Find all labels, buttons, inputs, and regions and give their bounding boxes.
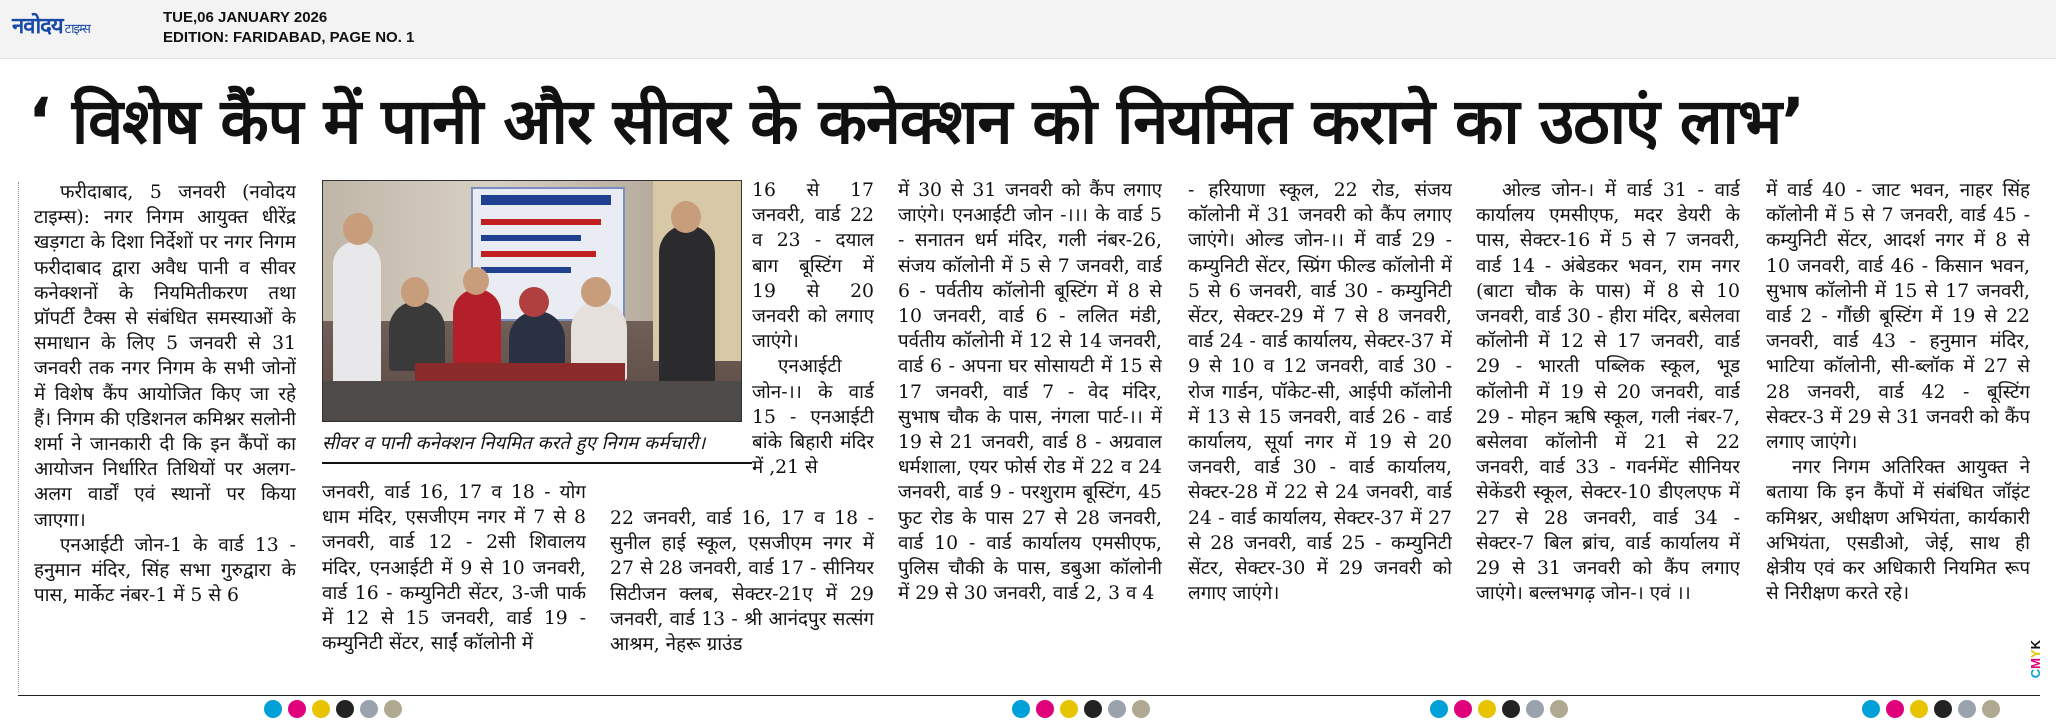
registration-dot — [1430, 700, 1448, 718]
registration-dot — [1958, 700, 1976, 718]
column-4 — [898, 178, 1162, 682]
registration-dot — [264, 700, 282, 718]
column-5 — [1188, 178, 1452, 682]
registration-dot — [1934, 700, 1952, 718]
registration-dot — [1060, 700, 1078, 718]
registration-marks — [264, 700, 408, 710]
newspaper-logo[interactable] — [12, 10, 90, 40]
registration-dot — [1982, 700, 2000, 718]
column-7 — [1766, 178, 2030, 682]
logo-subtext: टाइम्स — [64, 22, 90, 37]
registration-dot — [1084, 700, 1102, 718]
registration-dot — [384, 700, 402, 718]
column-3-bottom — [610, 506, 874, 682]
column-2-bottom — [322, 480, 586, 680]
issue-date: TUE,06 JANUARY 2026 — [163, 9, 328, 26]
photo-bench — [415, 363, 625, 381]
registration-dot — [288, 700, 306, 718]
paragraph: में वार्ड 40 - जाट भवन, नाहर सिंह कॉलोनी में 5 से 7 जनवरी, वार्ड 45 - कम्युनिटी सेंटर, आदर्श नगर में 8 से 10 जनवरी, वार्ड 46 - किसान भवन, सुभाष कॉलोनी में 15 से 17 जनवरी, वार्ड 2 - गौंछी बूस्टिंग में 19 से 22 जनवरी, वार्ड 43 - हनुमान मंदिर, भाटिया कॉलोनी, सी-ब्लॉक में 27 से 28 जनवरी, वार्ड 42 - बूस्टिंग सेक्टर-3 में 29 से 31 जनवरी को कैंप लगाए जाएंगे। — [1766, 180, 2030, 454]
registration-dot — [1012, 700, 1030, 718]
registration-dot — [1132, 700, 1150, 718]
registration-dot — [1502, 700, 1520, 718]
registration-dot — [1910, 700, 1928, 718]
registration-dot — [1526, 700, 1544, 718]
registration-dot — [336, 700, 354, 718]
paragraph: में 30 से 31 जनवरी को कैंप लगाए जाएंगे। एनआईटी जोन -।।। के वार्ड 5 - सनातन धर्म मंदिर, गली नंबर-26, संजय कॉलोनी में 5 से 7 जनवरी, वार्ड 6 - पर्वतीय कॉलोनी बूस्टिंग में 8 से 10 जनवरी, वार्ड 6 - ललित मंडी, पर्वतीय कॉलोनी में 12 से 14 जनवरी, वार्ड 6 - अपना घर सोसायटी में 15 से 17 जनवरी, वार्ड 7 - वेद मंदिर, सुभाष चौक के पास, नंगला पार्ट-।। में 19 से 21 जनवरी, वार्ड 8 - अग्रवाल धर्मशाला, एयर फोर्स रोड में 22 व 24 जनवरी, वार्ड 9 - परशुराम बूस्टिंग, 45 फुट रोड के पास 27 से 28 जनवरी, वार्ड 10 - वार्ड कार्यालय एमसीएफ, पुलिस चौकी के पास, डबुआ कॉलोनी में 29 से 30 जनवरी, वार्ड 2, 3 व 4 — [898, 180, 1162, 605]
registration-dot — [1108, 700, 1126, 718]
registration-marks — [1862, 700, 2006, 710]
photo-caption: सीवर व पानी कनेक्शन नियमित करते हुए निगम कर्मचारी। — [322, 426, 752, 464]
paragraph: जनवरी, वार्ड 16, 17 व 18 - योग धाम मंदिर, एसजीएम नगर में 7 से 8 जनवरी, वार्ड 12 - 2सी शिवालय मंदिर, एनआईटी में 9 से 10 जनवरी, वार्ड 16 - कम्युनिटी सेंटर, 3-जी पार्क में 12 से 15 जनवरी, वार्ड 19 - कम्युनिटी सेंटर, साईं कॉलोनी में — [322, 482, 586, 655]
registration-marks — [1012, 700, 1156, 710]
column-6 — [1476, 178, 1740, 682]
paragraph: 22 जनवरी, वार्ड 16, 17 व 18 - सुनील हाई स्कूल, एसजीएम नगर में 27 से 28 जनवरी, वार्ड 17 - सीनियर सिटीजन क्लब, सेक्टर-21ए में 29 जनवरी, वार्ड 13 - श्री आनंदपुर सत्संग आश्रम, नेहरू ग्राउंड — [610, 508, 874, 656]
registration-dot — [360, 700, 378, 718]
masthead-bar — [0, 0, 2056, 59]
column-3-top — [752, 178, 874, 506]
registration-dot — [1036, 700, 1054, 718]
logo-text: नवोदय — [12, 14, 63, 39]
registration-dot — [1550, 700, 1568, 718]
paragraph: ओल्ड जोन-। में वार्ड 31 - वार्ड कार्यालय एमसीएफ, मदर डेयरी के पास, सेक्टर-16 में 5 से 7 जनवरी, वार्ड 14 - अंबेडकर भवन, राम नगर (बाटा चौक के पास) में 8 से 10 जनवरी, वार्ड 30 - हीरा मंदिर, बसेलवा कॉलोनी में 12 से 17 जनवरी, वार्ड 29 - भारती पब्लिक स्कूल, भूड कॉलोनी में 19 से 20 जनवरी, वार्ड 29 - मोहन ऋषि स्कूल, गली नंबर-7, बसेलवा कॉलोनी में 21 से 22 जनवरी, वार्ड 33 - गवर्नमेंट सीनियर सेकेंडरी स्कूल, सेक्टर-10 डीएलएफ में 27 से 28 जनवरी, वार्ड 34 - सेक्टर-7 बिल ब्रांच, वार्ड कार्यालय में 29 से 31 जनवरी को कैंप लगाए जाएंगे। बल्लभगढ़ जोन-। एवं ।। — [1476, 180, 1740, 605]
registration-marks — [1430, 700, 1574, 710]
paragraph: नगर निगम अतिरिक्त आयुक्त ने बताया कि इन कैंपों में संबंधित जॉइंट कमिश्नर, अधीक्षण अभियंता, कार्यकारी अभियंता, एसडीओ, जेई, साथ ही क्षेत्रीय एवं कर अधिकारी नियमित रूप से निरीक्षण करते रहे। — [1766, 457, 2030, 605]
cmyk-mark: CMYK — [2028, 640, 2043, 679]
article-headline: ‘ विशेष कैंप में पानी और सीवर के कनेक्शन को नियमित कराने का उठाएं लाभ’ — [28, 85, 1805, 158]
paragraph: एनआईटी जोन-।। के वार्ड 15 - एनआईटी बांके बिहारी मंदिर में ,21 से — [752, 356, 874, 479]
news-photo — [322, 180, 742, 422]
column-rule-left — [18, 182, 20, 692]
column-1 — [34, 180, 296, 680]
registration-dot — [312, 700, 330, 718]
paragraph: 16 से 17 जनवरी, वार्ड 22 व 23 - दयाल बाग बूस्टिंग में 19 से 20 जनवरी को लगाए जाएंगे। — [752, 180, 874, 353]
registration-dot — [1454, 700, 1472, 718]
registration-dot — [1478, 700, 1496, 718]
paragraph: एनआईटी जोन-1 के वार्ड 13 - हनुमान मंदिर, सिंह सभा गुरुद्वारा के पास, मार्केट नंबर-1 में 5 से 6 — [34, 534, 296, 607]
paragraph: फरीदाबाद, 5 जनवरी (नवोदय टाइम्स): नगर निगम आयुक्त धीरेंद्र खड़गटा के दिशा निर्देशों पर नगर निगम फरीदाबाद द्वारा अवैध पानी व सीवर कनेक्शनों के नियमितीकरण तथा प्रॉपर्टी टैक्स से संबंधित समस्याओं के समाधान के लिए 5 जनवरी से 31 जनवरी तक नगर निगम के सभी जोनों में विशेष कैंप आयोजित किए जा रहे हैं। निगम की एडिशनल कमिश्नर सलोनी शर्मा ने जानकारी दी कि इन कैंपों का आयोजन निर्धारित तिथियों पर अलग-अलग वार्डों एवं स्थानों पर किया जाएगा। — [34, 182, 296, 531]
page-bottom-rule — [18, 695, 2040, 696]
edition-info: EDITION: FARIDABAD, PAGE NO. 1 — [163, 29, 415, 46]
edition-meta — [163, 8, 414, 48]
registration-dot — [1886, 700, 1904, 718]
registration-dot — [1862, 700, 1880, 718]
paragraph: - हरियाणा स्कूल, 22 रोड, संजय कॉलोनी में 31 जनवरी को कैंप लगाए जाएंगे। ओल्ड जोन-।। में वार्ड 29 - कम्युनिटी सेंटर, स्प्रिंग फील्ड कॉलोनी में 5 से 6 जनवरी, वार्ड 30 - कम्युनिटी सेंटर, सेक्टर-29 में 7 से 8 जनवरी, वार्ड 24 - वार्ड कार्यालय, सेक्टर-37 में 9 से 10 व 12 जनवरी, वार्ड 30 - रोज गार्डन, पॉकेट-सी, आईपी कॉलोनी में 13 से 15 जनवरी, वार्ड 26 - वार्ड कार्यालय, सूर्या नगर में 19 से 20 जनवरी, वार्ड 30 - वार्ड कार्यालय, सेक्टर-28 में 22 से 24 जनवरी, वार्ड 24 - वार्ड कार्यालय, सेक्टर-37 में 27 से 28 जनवरी, वार्ड 25 - कम्युनिटी सेंटर, सेक्टर-30 में 29 जनवरी को लगाए जाएंगे। — [1188, 180, 1452, 605]
